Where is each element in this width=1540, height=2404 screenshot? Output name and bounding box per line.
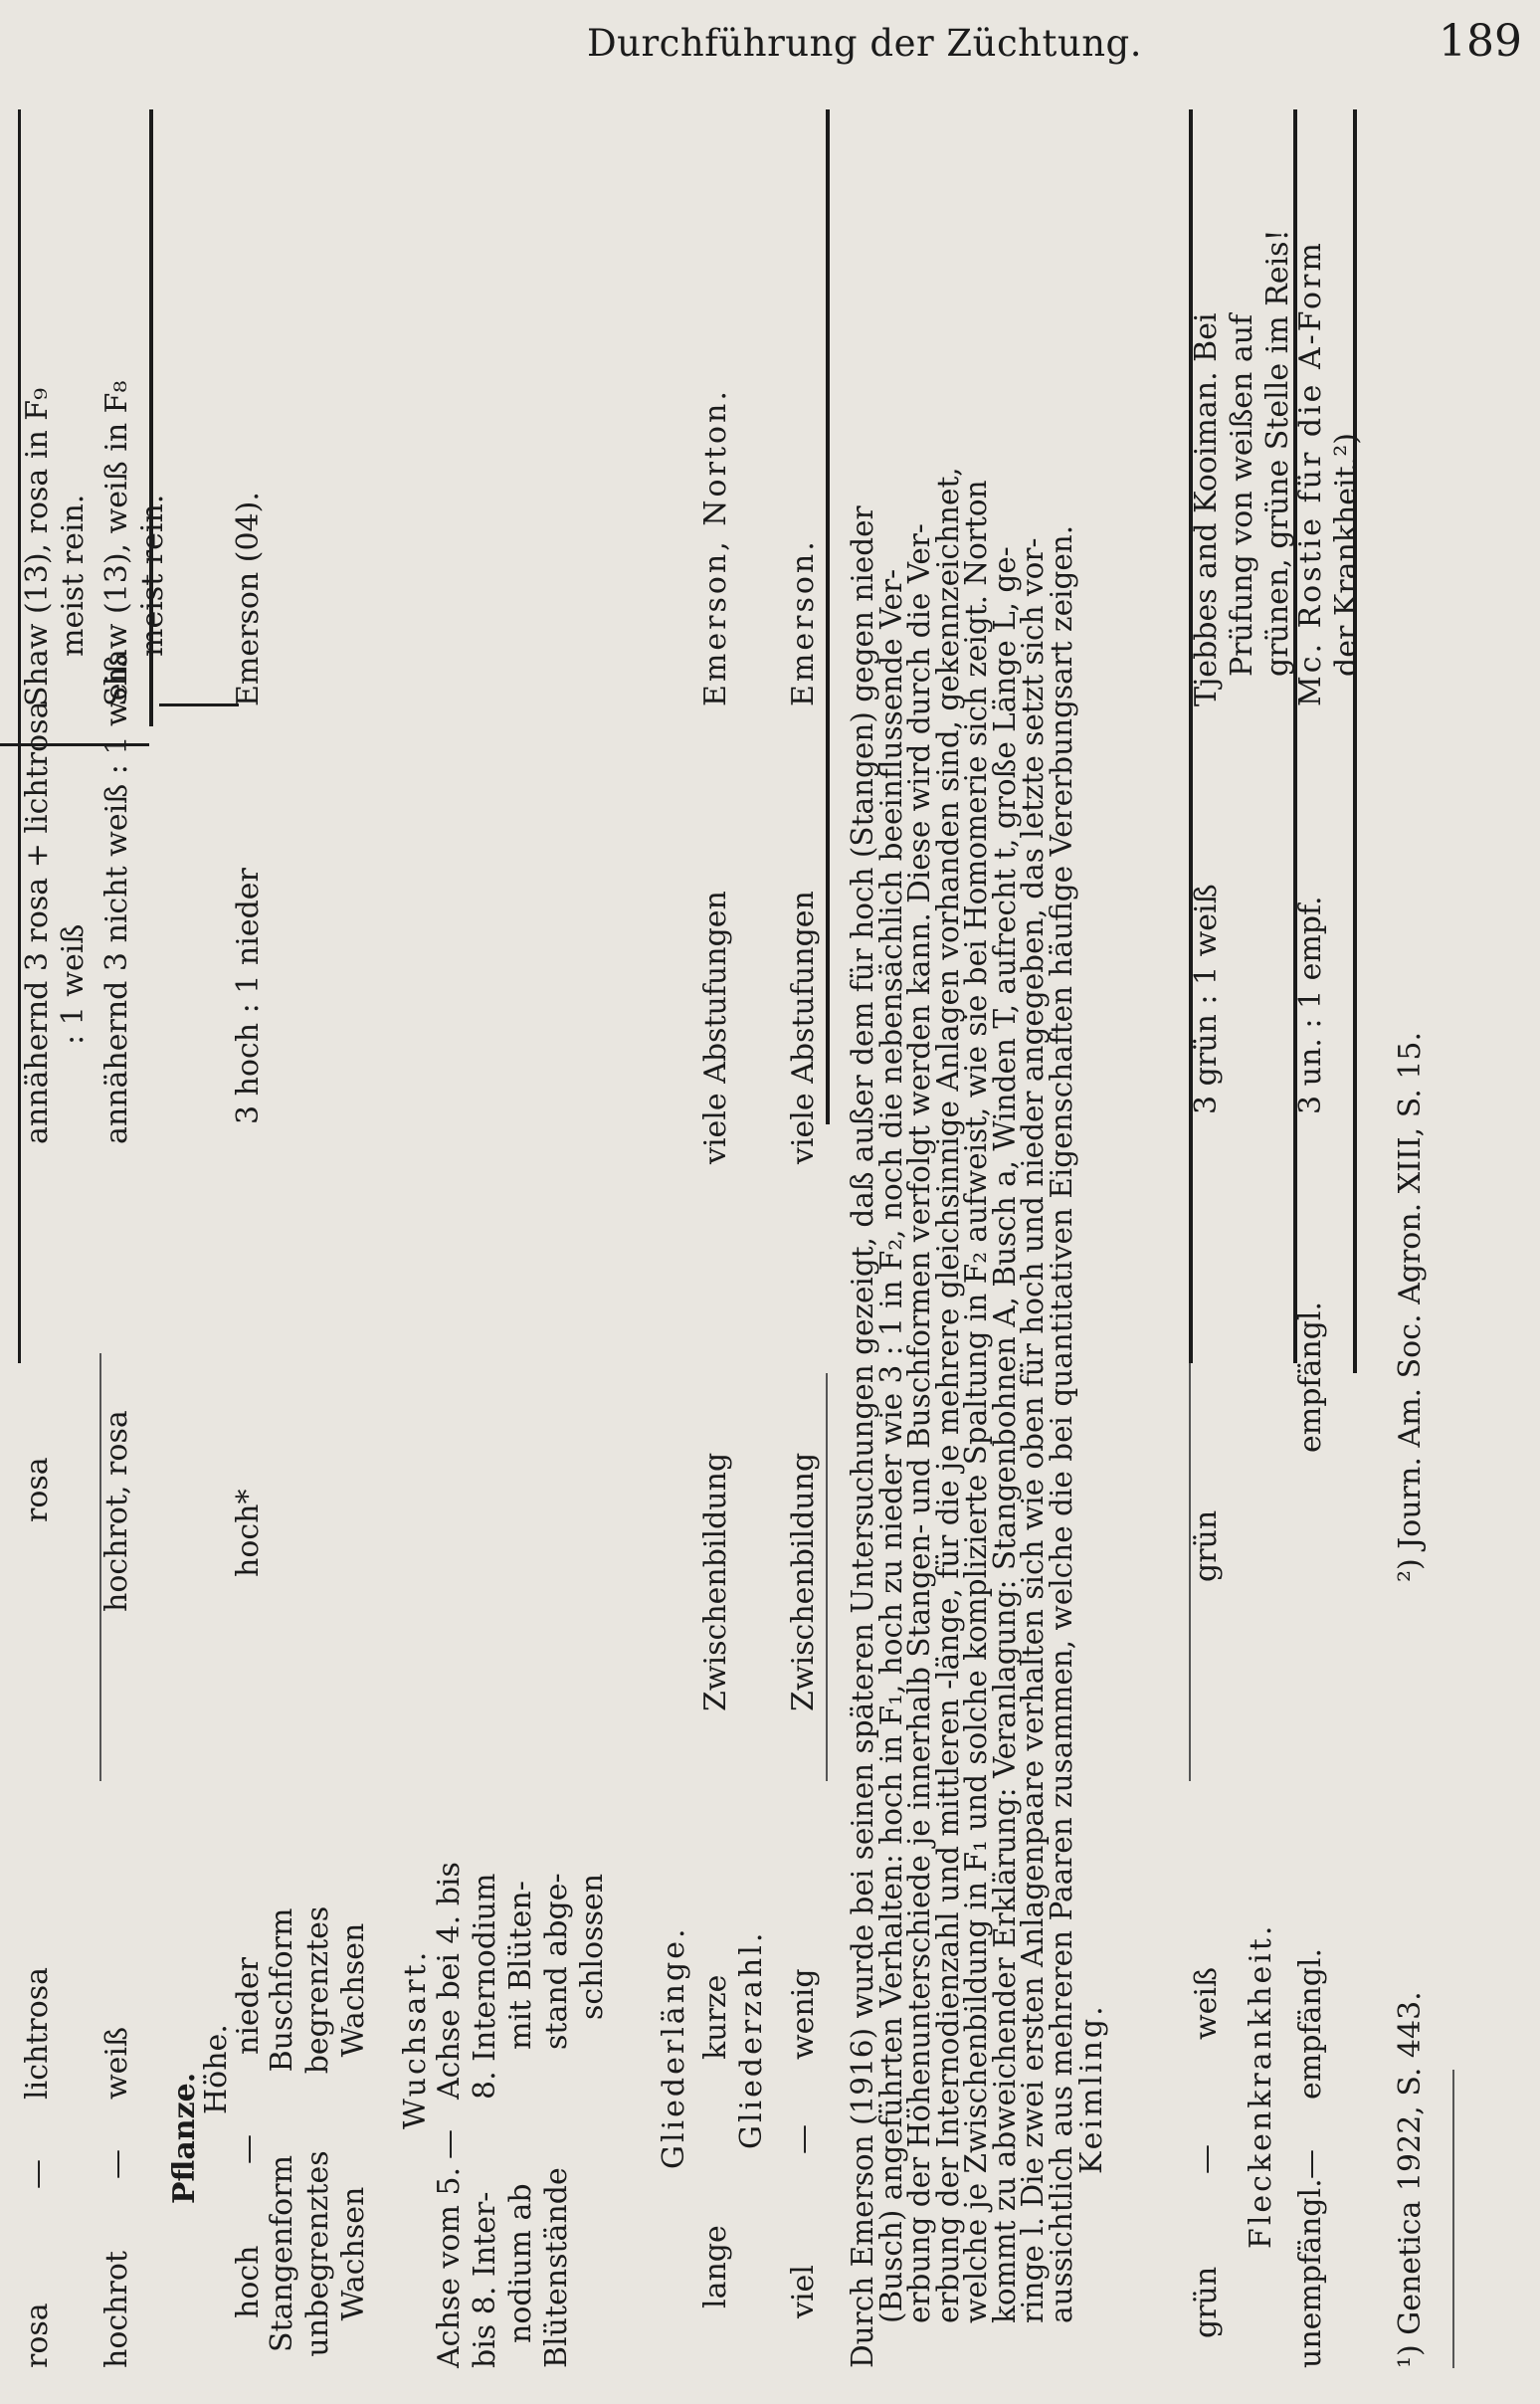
column-rule — [159, 703, 239, 706]
f2-split: annähernd 3 nicht weiß : 1 weiß — [99, 653, 134, 1144]
parent-a: lange — [698, 2225, 733, 2308]
dash: — — [432, 2129, 467, 2159]
paragraph-line: Durch Emerson (1916) wurde bei seinen späteren Untersuchungen gezeigt, daß außer dem für hoch (Stangen) gegen nieder — [846, 505, 879, 2368]
trait-label: Höhe. — [199, 2024, 234, 2114]
parent-b: nieder — [231, 1957, 266, 2055]
f2-split: annähernd 3 rosa + lichtrosa — [20, 701, 55, 1144]
dash: — — [99, 2149, 134, 2179]
dash: — — [1293, 2149, 1328, 2179]
source: Mc. Rostie für die A-Form — [1293, 240, 1328, 706]
parent-b: weiß — [1189, 1966, 1224, 2040]
paragraph-line: erbung der Internodienzahl und mittleren -länge, für die je mehrere gleichsinnige Anlagen vorhanden sind, gekennzeichnet, — [930, 467, 965, 2323]
source: grünen, grüne Stelle im Reis! — [1260, 229, 1295, 677]
trait-label: Gliederzahl. — [734, 1929, 769, 2149]
page-number: 189 — [1439, 16, 1522, 67]
parent-a: viel — [786, 2265, 821, 2318]
source: Shaw (13), weiß in F₈ — [99, 380, 134, 706]
parent-b: mit Blüten- — [503, 1881, 538, 2050]
source: Tjebbes and Kooiman. Bei — [1189, 312, 1224, 706]
parent-a: hochrot — [99, 2251, 134, 2368]
page-header — [0, 0, 1540, 90]
source: Emerson. — [786, 538, 821, 706]
dash: — — [1189, 2144, 1224, 2174]
paragraph-line: aussichtlich aus mehreren Paaren zusammen, welche die bei quantitativen Eigenschaften häufige Vererbungsart zeigen. — [1044, 524, 1078, 2323]
parent-a: grün — [1189, 2266, 1224, 2338]
footnote: ²) Journ. Am. Soc. Agron. XIII, S. 15. — [1393, 1032, 1428, 1582]
trait-label: Keimling. — [1074, 2003, 1109, 2174]
paragraph-line: (Busch) angeführten Verhalten: hoch in F₁, hoch zu nieder wie 3 : 1 in F₂, noch die nebensächlich beeinflussende Ver- — [873, 568, 908, 2323]
dash: — — [20, 2159, 55, 2189]
f2-split: viele Abstufungen — [698, 891, 733, 1164]
parent-a: unbegrenztes — [300, 2150, 335, 2357]
f1-result: empfängl. — [1293, 1301, 1328, 1453]
explanatory-paragraph — [846, 139, 1078, 2368]
section-title: Pflanze. — [167, 2072, 202, 2204]
footnote-rule — [1452, 2070, 1454, 2368]
f1-result: grün — [1189, 1509, 1224, 1582]
parent-a: Stangenform — [265, 2154, 299, 2353]
paragraph-line: ringe l. Die zwei ersten Anlagenpaare verhalten sich wie oben für hoch und nieder angegeben, das letzte setzt sich vor- — [1016, 537, 1050, 2323]
table-rule-middle — [826, 109, 830, 1124]
parent-a: unempfängl. — [1293, 2178, 1328, 2368]
source: Shaw (13), rosa in F₉ — [20, 387, 55, 706]
trait-label: Fleckenkrankheit. — [1244, 1922, 1278, 2249]
parent-b: begrenztes — [300, 1905, 335, 2075]
f2-split: 3 grün : 1 weiß — [1189, 884, 1224, 1114]
source: Emerson (04). — [231, 492, 266, 706]
parent-a: hoch — [231, 2245, 266, 2318]
running-title: Durchführung der Züchtung. — [587, 22, 1142, 65]
parent-a: bis 8. Inter- — [468, 2191, 502, 2368]
trait-label: Wuchsart. — [398, 1948, 433, 2129]
parent-b: wenig — [786, 1968, 821, 2060]
source: meist rein. — [135, 494, 170, 657]
rotated-table-page — [0, 90, 1512, 2398]
source: meist rein. — [56, 494, 91, 657]
f1-result: rosa — [20, 1457, 55, 1522]
f2-split: : 1 weiß — [56, 923, 91, 1045]
paragraph-line: erbung der Höhenunterschiede je innerhalb Stangen- und Buschformen verfolgt werden kann. Diese wird durch die Ver- — [902, 523, 936, 2323]
source: Emerson, Norton. — [698, 388, 733, 706]
paragraph-line: kommt zu abweichender Erklärung: Veranlagung: Stangenbohnen A, Busch a, Winden T, aufrecht t, große Länge L, ge- — [987, 546, 1022, 2323]
parent-b: empfängl. — [1293, 1947, 1328, 2100]
f1-result: Zwischenbildung — [698, 1452, 733, 1711]
parent-b: kurze — [698, 1974, 733, 2060]
table-rule-thin — [826, 1373, 828, 1781]
f2-split: 3 hoch : 1 nieder — [231, 868, 266, 1124]
parent-b: 8. Internodium — [468, 1873, 502, 2100]
trait-label: Gliederlänge. — [657, 1925, 691, 2169]
parent-b: Wachsen — [336, 1922, 371, 2058]
parent-a: nodium ab — [503, 2183, 538, 2343]
parent-b: schlossen — [575, 1873, 610, 2020]
source: der Krankheit.²) — [1329, 433, 1364, 677]
parent-a: rosa — [20, 2303, 55, 2368]
source: Prüfung von weißen auf — [1225, 313, 1259, 677]
f2-split: viele Abstufungen — [786, 891, 821, 1164]
dash: — — [786, 2124, 821, 2154]
dash: — — [231, 2134, 266, 2164]
parent-b: stand abge- — [539, 1873, 574, 2050]
parent-b: Achse bei 4. bis — [432, 1862, 467, 2100]
footnote: ¹) Genetica 1922, S. 443. — [1393, 1991, 1428, 2368]
f1-result: hochrot, rosa — [99, 1410, 134, 1612]
parent-b: weiß — [99, 2026, 134, 2100]
f1-result: Zwischenbildung — [786, 1452, 821, 1711]
parent-a: Achse vom 5. — [432, 2166, 467, 2368]
paragraph-line: welche je Zwischenbildung in F₁ und solche komplizierte Spaltung in F₂ aufweist, wie sie bei Homomerie sich zeigt. Norton — [959, 480, 993, 2323]
f2-split: 3 un. : 1 empf. — [1293, 896, 1328, 1114]
parent-b: Buschform — [265, 1907, 299, 2073]
parent-b: lichtrosa — [20, 1966, 55, 2100]
parent-a: Wachsen — [336, 2186, 371, 2321]
parent-a: Blütenstände — [539, 2167, 574, 2368]
f1-result: hoch* — [231, 1489, 266, 1577]
